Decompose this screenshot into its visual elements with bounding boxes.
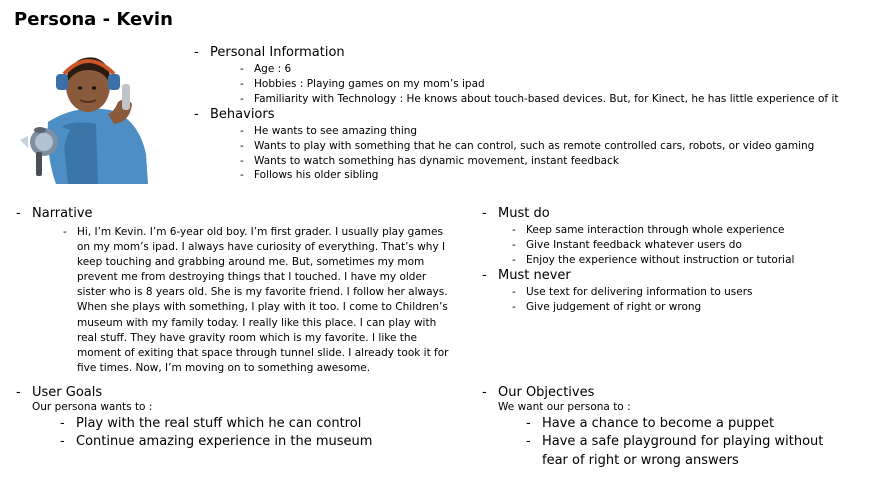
page-title: Persona - Kevin (14, 9, 173, 30)
list-item: - Use text for delivering information to users (512, 286, 753, 298)
list-item: - Give judgement of right or wrong (512, 300, 702, 313)
persona-photo (18, 44, 154, 184)
narrative-section: - Narrative - Hi, I’m Kevin. I’m 6-year old boy. I’m first grader. I usually play games on my mom’s ipad. I always have curiosity of everything. That’s why I keep touching and grabbing around me. But, sometimes my mom prevent me from destroying things that I touched. I have my older sister who is 8 years old. She is my favorite friend. I follow her always. When she plays with something, I play with it too. I come to Children’s museum with my family today. I really like this place. I can play with real stuff. They have gravity room which is my favorite. I like the moment of exiting that space through tunnel slide. I already took it for five times. Now, I’m moving on to something awesome. (16, 206, 93, 221)
user-goals-intro: Our persona wants to : (32, 401, 153, 413)
list-item: - Give Instant feedback whatever users do (512, 238, 742, 251)
user-goals-section: - User Goals Our persona wants to : - Play with the real stuff which he can control - Continue amazing experience in the museum (16, 385, 372, 452)
list-item: - Follows his older sibling (240, 169, 379, 182)
objectives-section: - Our Objectives We want our persona to : - Have a chance to become a puppet - Have a safe playground for playing without fear of right or wrong answers (482, 385, 862, 470)
list-item: - Keep same interaction through whole experience (512, 224, 785, 236)
must-never-heading: Must never (498, 268, 571, 283)
list-item: - Continue amazing experience in the museum (60, 434, 373, 450)
list-item: - Hobbies : Playing games on my mom’s ipad (240, 77, 485, 90)
must-do-section: - Must do - Keep same interaction through whole experience - Give Instant feedback whatever users do - Enjoy the experience without instruction or tutorial (482, 206, 795, 266)
behaviors-section: - Behaviors - He wants to see amazing thing - Wants to play with something that he can control, such as remote controlled cars, robots, or video gaming - Wants to watch something has dynamic movement, instant feedback - Follows his older sibling (194, 107, 815, 182)
narrative-heading: Narrative (32, 206, 93, 221)
objectives-heading: Our Objectives (498, 385, 595, 400)
personal-info-section (194, 45, 839, 106)
must-do-heading: Must do (498, 206, 550, 221)
objectives-intro: We want our persona to : (498, 401, 631, 413)
bullet-dash: - (194, 45, 199, 60)
list-item: - He wants to see amazing thing (240, 125, 418, 137)
user-goals-heading: User Goals (32, 385, 103, 400)
personal-info-heading: Personal Information (210, 45, 345, 60)
narrative-text: Hi, I’m Kevin. I’m 6-year old boy. I’m first grader. I usually play games on my mom’s ipad. I always have curiosity of everything. That’s why I keep touching and grabbing around me. But, sometimes my mom prevent me from destroying things that I touched. I have my older sister who is 8 years old. She is my favorite friend. I follow her always. When she plays with something, I play with it too. I come to Children’s museum with my family today. I really like this place. I can play with real stuff. They have gravity room which is my favorite. I like the moment of exiting that space through tunnel slide. I already took it for five times. Now, I’m moving on to something awesome. (77, 226, 449, 374)
list-item: - Wants to play with something that he can control, such as remote controlled cars, robots, or video gaming (240, 139, 815, 152)
list-item: - Wants to watch something has dynamic movement, instant feedback (240, 154, 619, 167)
list-item: - Have a chance to become a puppet (526, 416, 775, 431)
list-item: - Play with the real stuff which he can control (60, 416, 362, 431)
must-never-section: - Must never - Use text for delivering information to users - Give judgement of right or wrong (482, 268, 753, 313)
list-item: - Have a safe playground for playing without fear of right or wrong answers (526, 434, 824, 468)
list-item: - Enjoy the experience without instruction or tutorial (512, 253, 795, 266)
list-item: - Age : 6 (240, 63, 292, 75)
list-item: - Familiarity with Technology : He knows about touch-based devices. But, for Kinect, he has little experience of it (240, 92, 839, 105)
behaviors-heading: Behaviors (210, 107, 275, 122)
